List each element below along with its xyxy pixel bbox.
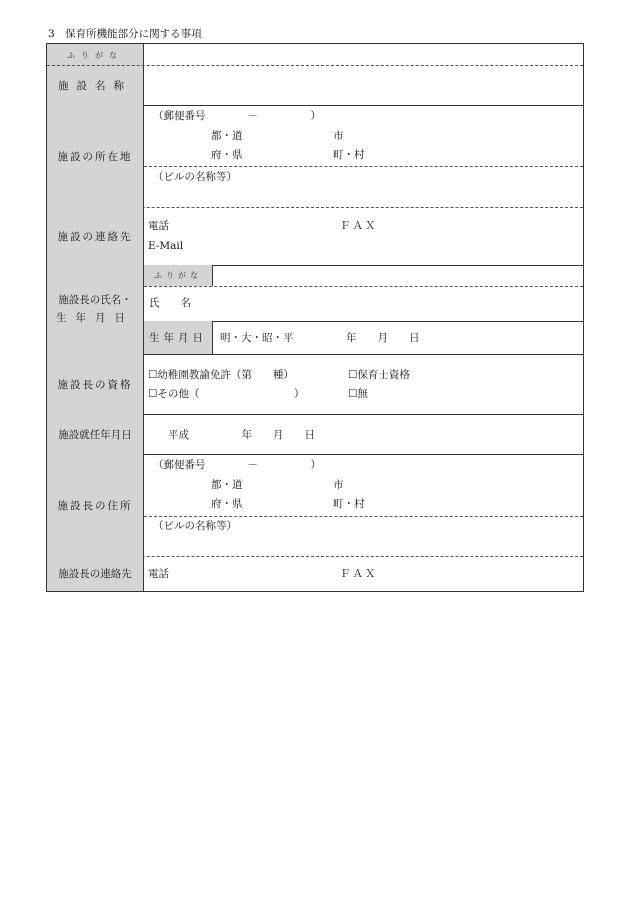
director-phone-field[interactable]: 電話 — [148, 568, 169, 580]
section-heading: 3 保育所機能部分に関する事項 — [48, 28, 202, 40]
facility-name-label-cell — [47, 66, 144, 105]
qualification-label-cell — [47, 354, 144, 414]
prefecture-option-bottom: 府・県 — [211, 149, 243, 161]
facility-contact-label: 施設の連絡先 — [57, 230, 133, 243]
director-furigana-label-cell — [144, 265, 213, 286]
director-prefecture-option-top: 都・道 — [211, 479, 243, 491]
birthdate-label: 生年月日 — [149, 332, 207, 344]
facility-phone-field[interactable]: 電話 — [148, 220, 169, 232]
dashed-divider — [144, 516, 583, 517]
birthdate-field[interactable]: 明・大・昭・平 年 月 日 — [220, 332, 420, 344]
birthdate-label-cell — [144, 321, 213, 354]
facility-name-label: 施設名称 — [58, 80, 132, 92]
director-name-label-line1: 施設長の氏名・ — [58, 293, 132, 306]
city-option-bottom: 町・村 — [333, 149, 365, 161]
nursery-qualification-checkbox[interactable]: ☐保育士資格 — [348, 369, 410, 381]
appointment-label: 施設就任年月日 — [58, 428, 132, 441]
appointment-date-field[interactable]: 平成 年 月 日 — [168, 429, 315, 441]
facility-address-label-cell — [47, 105, 144, 207]
city-option-top: 市 — [333, 130, 344, 142]
furigana-label: ふりがな — [67, 50, 123, 60]
prefecture-option-top: 都・道 — [211, 130, 243, 142]
other-qualification-checkbox[interactable]: ☐その他（ ） — [148, 388, 305, 400]
kindergarten-license-checkbox[interactable]: ☐幼稚園教諭免許（第 種） — [148, 369, 294, 381]
dashed-divider — [144, 166, 583, 167]
director-name-label: 氏 名 — [149, 297, 191, 309]
director-address-label-cell — [47, 454, 144, 556]
facility-fax-field[interactable]: ＦＡＸ — [340, 220, 378, 232]
director-name-label-cell — [47, 265, 144, 354]
director-contact-label: 施設長の連絡先 — [58, 568, 132, 580]
facility-contact-label-cell — [47, 207, 144, 265]
director-contact-label-cell — [47, 556, 144, 591]
postal-code-field[interactable]: （郵便番号 － ） — [153, 110, 321, 122]
director-prefecture-option-bottom: 府・県 — [211, 498, 243, 510]
no-qualification-checkbox[interactable]: ☐無 — [348, 388, 368, 400]
director-name-label-line2: 生年月日 — [56, 311, 134, 324]
director-fax-field[interactable]: ＦＡＸ — [340, 568, 378, 580]
director-city-option-top: 市 — [333, 479, 344, 491]
director-city-option-bottom: 町・村 — [333, 498, 365, 510]
director-furigana-label: ふりがな — [154, 271, 202, 280]
facility-email-field[interactable]: E-Mail — [148, 240, 184, 252]
facility-form — [46, 43, 584, 592]
dashed-divider — [144, 286, 583, 287]
appointment-label-cell — [47, 414, 144, 454]
building-name-field[interactable]: （ビルの名称等） — [153, 171, 237, 183]
furigana-label-cell — [47, 44, 144, 66]
facility-address-label: 施設の所在地 — [57, 150, 133, 163]
director-address-label: 施設長の住所 — [57, 499, 133, 512]
director-building-name-field[interactable]: （ビルの名称等） — [153, 520, 237, 532]
qualification-label: 施設長の資格 — [57, 378, 133, 391]
director-postal-code-field[interactable]: （郵便番号 － ） — [153, 459, 321, 471]
